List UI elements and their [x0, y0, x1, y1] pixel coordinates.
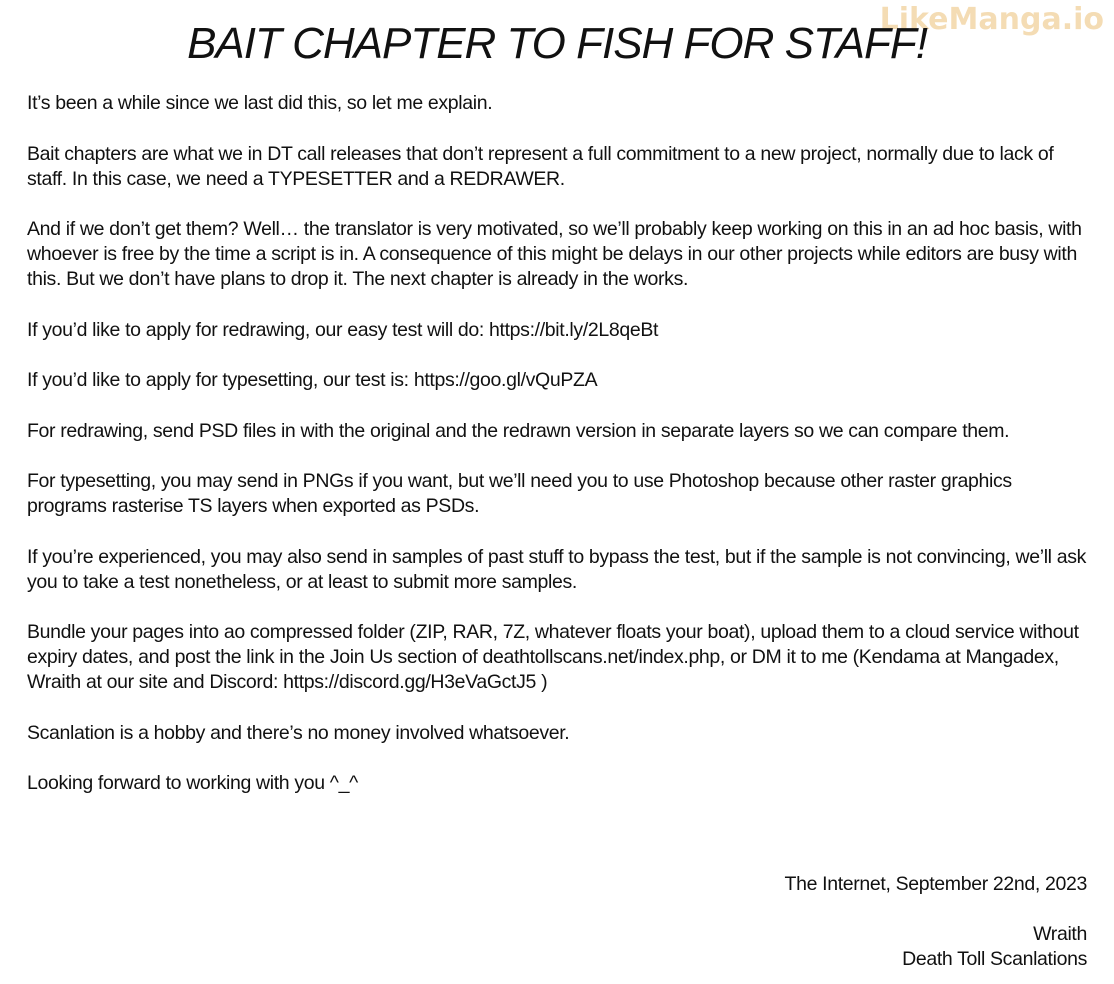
- signature-block: [785, 872, 1087, 972]
- watermark-logo: LikeManga.io: [879, 2, 1104, 37]
- paragraph-intro: It’s been a while since we last did this, so let me explain.: [27, 92, 493, 114]
- signature-name: Wraith: [1033, 923, 1087, 945]
- paragraph-contingency: And if we don’t get them? Well… the translator is very motivated, so we’ll probably keep working on this in an ad hoc basis, with whoever is free by the time a script is in. A consequence of this might be delays in our other projects while editors are busy with this. But we don’t have plans to drop it. The next chapter is already in the works.: [27, 218, 1082, 290]
- paragraph-typeset-instructions: For typesetting, you may send in PNGs if you want, but we’ll need you to use Photoshop because other raster graphics programs rasterise TS layers when exported as PSDs.: [27, 470, 1012, 517]
- page-title: BAIT CHAPTER TO FISH FOR STAFF!: [187, 19, 927, 68]
- paragraph-hobby-note: Scanlation is a hobby and there’s no money involved whatsoever.: [27, 721, 570, 744]
- paragraph-bait-definition: Bait chapters are what we in DT call releases that don’t represent a full commitment to a new project, normally due to lack of staff. In this case, we need a TYPESETTER and a REDRAWER.: [27, 142, 1054, 190]
- announcement-body: [27, 91, 1092, 822]
- paragraph-submission: Bundle your pages into ao compressed folder (ZIP, RAR, 7Z, whatever floats your boat), upload them to a cloud service without expiry dates, and post the link in the Join Us section of deathtollscans.net/index.php, or DM it to me (Kendama at Mangadex, Wraith at our site and Discord: https://discord.gg/H3eVaGctJ5 ): [27, 621, 1079, 693]
- signature-group: Death Toll Scanlations: [902, 948, 1087, 970]
- paragraph-closing: Looking forward to working with you ^_^: [27, 772, 358, 794]
- paragraph-redraw-test: If you’d like to apply for redrawing, our easy test will do: https://bit.ly/2L8qeBt: [27, 318, 659, 341]
- paragraph-experienced: If you’re experienced, you may also send in samples of past stuff to bypass the test, but if the sample is not convincing, we’ll ask you to take a test nonetheless, or at least to submit more samples.: [27, 545, 1087, 593]
- paragraph-typeset-test: If you’d like to apply for typesetting, our test is: https://goo.gl/vQuPZA: [27, 369, 598, 391]
- paragraph-redraw-instructions: For redrawing, send PSD files in with the original and the redrawn version in separate layers so we can compare them.: [27, 419, 1010, 442]
- signature-date: The Internet, September 22nd, 2023: [784, 873, 1087, 895]
